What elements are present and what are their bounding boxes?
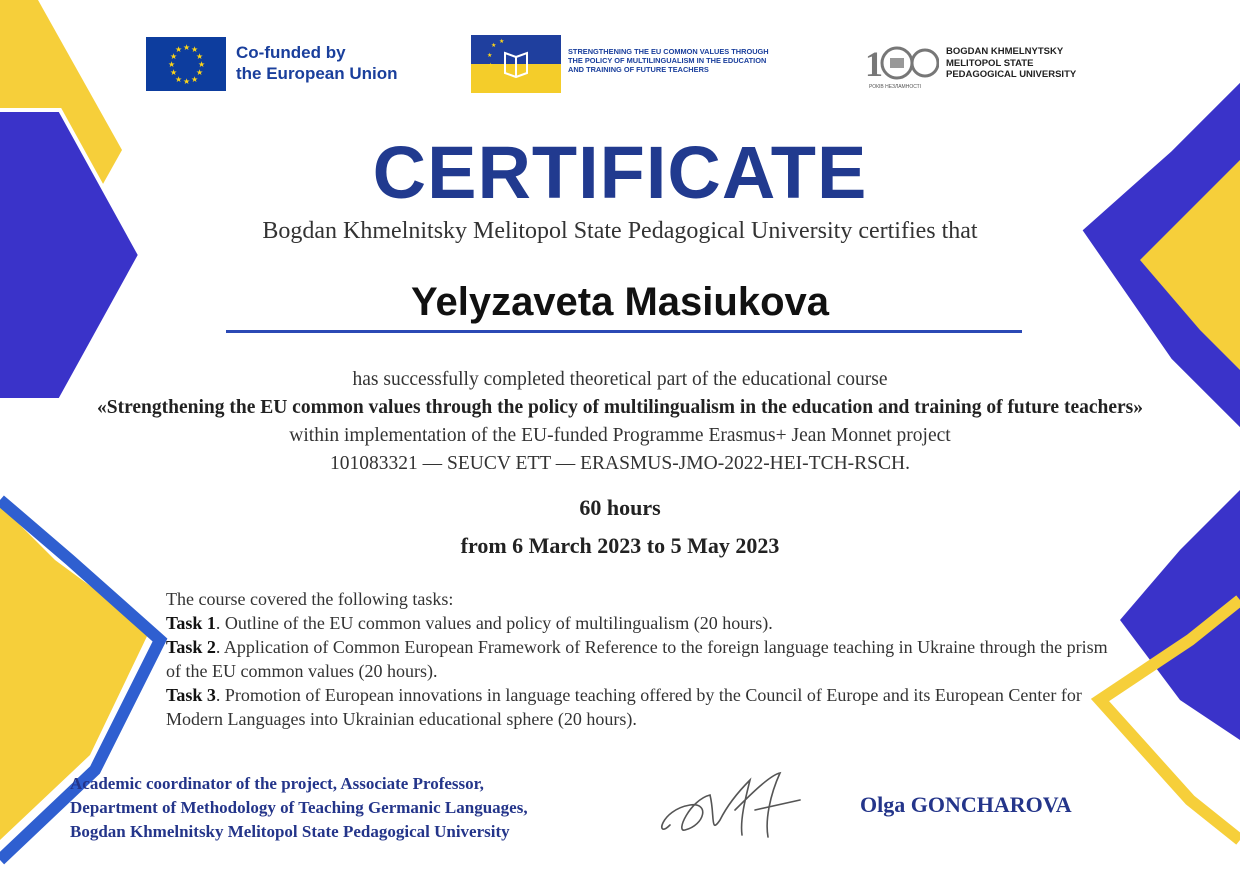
svg-text:1: 1: [865, 44, 883, 84]
eu-cofunded-line1: Co-funded by: [236, 43, 346, 62]
svg-text:★: ★: [175, 75, 183, 84]
coordinator-block: [70, 772, 528, 844]
coordinator-line1: Academic coordinator of the project, Associate Professor,: [70, 774, 484, 793]
task-item: [166, 635, 1126, 683]
project-logo: [471, 35, 561, 93]
eu-flag-icon: [146, 37, 226, 91]
eu-cofunded-text: [236, 42, 398, 84]
university-emblem-icon: [863, 40, 939, 88]
project-logo-line2: THE POLICY OF MULTILINGUALISM IN THE EDUCATION: [568, 56, 767, 65]
name-underline: [226, 330, 1022, 333]
svg-text:★: ★: [191, 45, 199, 54]
svg-text:★: ★: [488, 62, 494, 69]
university-emblem-caption: РОКІВ НЕЗЛАМНОСТІ: [869, 84, 922, 90]
course-description: [90, 366, 1150, 478]
within-text: within implementation of the EU-funded Programme Erasmus+ Jean Monnet project: [289, 425, 951, 446]
svg-text:★: ★: [183, 77, 191, 86]
coordinator-line2: Department of Methodology of Teaching Germanic Languages,: [70, 798, 528, 817]
university-logo-line3: PEDAGOGICAL UNIVERSITY: [946, 69, 1077, 80]
svg-text:★: ★: [191, 75, 199, 84]
svg-text:★: ★: [198, 60, 206, 69]
tasks-intro: The course covered the following tasks:: [166, 589, 454, 609]
task-text: . Application of Common European Framework of Reference to the foreign language teaching in Ukraine through the prism of the EU common values (20 hours).: [166, 637, 1108, 681]
project-logo-line1: STRENGTHENING THE EU COMMON VALUES THROUGH: [568, 47, 769, 56]
tasks-list: [166, 587, 1126, 731]
certifies-text: Bogdan Khmelnitsky Melitopol State Pedagogical University certifies that: [262, 218, 978, 244]
task-label: Task 2: [166, 637, 216, 657]
task-label: Task 1: [166, 613, 216, 633]
university-logo-line1: BOGDAN KHMELNYTSKY: [946, 46, 1064, 57]
task-text: . Promotion of European innovations in language teaching offered by the Council of Europe and its European Center for Modern Languages into Ukrainian educational sphere (20 hours).: [166, 685, 1082, 729]
svg-text:★: ★: [196, 68, 204, 77]
svg-text:★: ★: [491, 42, 497, 49]
recipient-name: Yelyzaveta Masiukova: [410, 280, 830, 324]
project-code: 101083321 — SEUCV ETT — ERASMUS-JMO-2022-HEI-TCH-RSCH.: [330, 453, 910, 474]
completed-text: has successfully completed theoretical part of the educational course: [352, 369, 888, 390]
task-item: [166, 683, 1126, 731]
course-dates: from 6 March 2023 to 5 May 2023: [460, 533, 780, 558]
university-logo-line2: MELITOPOL STATE: [946, 57, 1034, 69]
signature: [650, 765, 820, 845]
coordinator-line3: Bogdan Khmelnitsky Melitopol State Pedagogical University: [70, 822, 510, 841]
signer-name: Olga GONCHAROVA: [860, 792, 1072, 817]
task-text: . Outline of the EU common values and policy of multilingualism (20 hours).: [215, 613, 773, 633]
svg-text:★: ★: [183, 43, 191, 52]
project-logo-line3: AND TRAINING OF FUTURE TEACHERS: [568, 65, 709, 74]
university-logo-text: [946, 46, 1076, 81]
task-label: Task 3: [166, 685, 216, 705]
svg-text:★: ★: [487, 52, 493, 59]
svg-text:★: ★: [175, 45, 183, 54]
svg-text:★: ★: [499, 38, 505, 45]
task-item: [166, 611, 1126, 635]
eu-cofunded-line2: the European Union: [236, 64, 398, 83]
book-icon: [471, 35, 561, 93]
project-logo-text: [568, 47, 808, 74]
course-name: «Strengthening the EU common values through the policy of multilingualism in the education and training of future teachers»: [96, 397, 1143, 418]
certificate-title: CERTIFICATE: [372, 131, 868, 214]
svg-text:★: ★: [170, 52, 178, 61]
svg-text:★: ★: [196, 52, 204, 61]
svg-text:★: ★: [170, 68, 178, 77]
course-hours: 60 hours: [579, 495, 661, 520]
svg-text:★: ★: [168, 60, 176, 69]
